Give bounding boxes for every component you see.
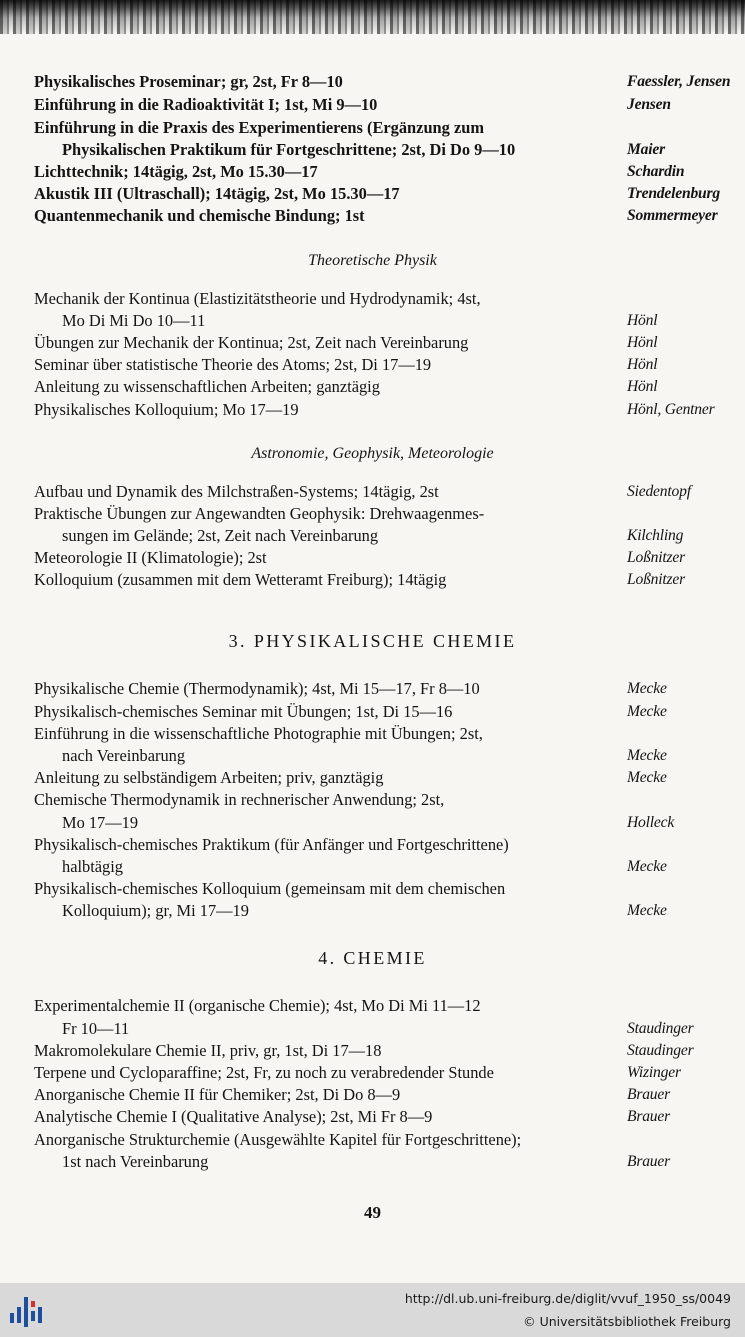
course-line: [34, 1062, 745, 1084]
course-teacher: Brauer: [627, 1153, 670, 1170]
course-line: [34, 1084, 745, 1106]
course-title: Mo Di Mi Do 10—11: [62, 311, 206, 330]
course-line: [34, 569, 745, 591]
course-title: Anorganische Chemie II für Chemiker; 2st, Di Do 8—9: [34, 1085, 401, 1104]
course-line: [62, 1018, 745, 1040]
course-teacher: Hönl: [627, 334, 658, 351]
course-title: Terpene und Cycloparaffine; 2st, Fr, zu noch zu verabredender Stunde: [34, 1063, 494, 1082]
course-teacher: Kilchling: [627, 527, 684, 544]
course-title: Akustik III (Ultraschall); 14tägig, 2st, Mo 15.30—17: [34, 184, 400, 203]
course-teacher: Staudinger: [627, 1020, 694, 1037]
course-title: Kolloquium (zusammen mit dem Wetteramt Freiburg); 14tägig: [34, 570, 447, 589]
course-title: nach Vereinbarung: [62, 746, 186, 765]
course-teacher: Hönl: [627, 378, 658, 395]
subsection-heading: Astronomie, Geophysik, Meteorologie: [251, 445, 494, 462]
course-line: [34, 481, 745, 503]
course-title: Fr 10—11: [62, 1019, 130, 1038]
course-title: Praktische Übungen zur Angewandten Geophysik: Drehwaagenmes-: [34, 504, 485, 523]
course-line: [62, 525, 745, 547]
course-title: Seminar über statistische Theorie des Atoms; 2st, Di 17—19: [34, 355, 432, 374]
course-teacher: Loßnitzer: [627, 549, 685, 566]
course-teacher: Hönl: [627, 356, 658, 373]
course-title: Physikalische Chemie (Thermodynamik); 4st, Mi 15—17, Fr 8—10: [34, 679, 480, 698]
course-title: halbtägig: [62, 857, 123, 876]
course-title: Analytische Chemie I (Qualitative Analyse); 2st, Mi Fr 8—9: [34, 1107, 433, 1126]
course-teacher: Staudinger: [627, 1042, 694, 1059]
course-teacher: Trendelenburg: [627, 185, 720, 202]
viewer-footer: [0, 1283, 745, 1337]
section-heading: 4. CHEMIE: [318, 948, 427, 968]
course-line: [34, 1129, 745, 1151]
section-heading: 3. PHYSIKALISCHE CHEMIE: [228, 631, 517, 651]
course-line: [34, 834, 745, 856]
ub-freiburg-logo-icon: [8, 1293, 50, 1329]
course-title: Aufbau und Dynamik des Milchstraßen-Systems; 14tägig, 2st: [34, 482, 439, 501]
course-teacher: Mecke: [627, 769, 667, 786]
course-title: Einführung in die Praxis des Experimentierens (Ergänzung zum: [34, 118, 485, 137]
course-teacher: Mecke: [627, 747, 667, 764]
course-title: Physikalisch-chemisches Seminar mit Übungen; 1st, Di 15—16: [34, 702, 453, 721]
course-title: Chemische Thermodynamik in rechnerischer Anwendung; 2st,: [34, 790, 445, 809]
course-line: [34, 995, 745, 1017]
course-line: [34, 183, 745, 205]
course-title: Mechanik der Kontinua (Elastizitätstheorie und Hydrodynamik; 4st,: [34, 289, 481, 308]
course-title: Einführung in die wissenschaftliche Photographie mit Übungen; 2st,: [34, 724, 483, 743]
course-line: [34, 701, 745, 723]
course-title: Einführung in die Radioaktivität I; 1st, Mi 9—10: [34, 95, 378, 114]
course-line: [34, 678, 745, 700]
course-title: Physikalisches Proseminar; gr, 2st, Fr 8—10: [34, 72, 343, 91]
course-title: Lichttechnik; 14tägig, 2st, Mo 15.30—17: [34, 162, 318, 181]
course-teacher: Mecke: [627, 703, 667, 720]
course-teacher: Mecke: [627, 680, 667, 697]
course-line: [34, 399, 745, 421]
course-line: [34, 117, 745, 139]
course-line: [34, 161, 745, 183]
course-line: [34, 878, 745, 900]
permalink-url[interactable]: http://dl.ub.uni-freiburg.de/diglit/vvuf_1950_ss/0049: [404, 1291, 731, 1306]
course-title: Physikalisches Kolloquium; Mo 17—19: [34, 400, 299, 419]
course-title: Anleitung zu selbständigem Arbeiten; priv, ganztägig: [34, 768, 384, 787]
course-teacher: Schardin: [627, 163, 685, 180]
copyright-notice: © Universitätsbibliothek Freiburg: [523, 1314, 731, 1329]
course-line: [62, 310, 745, 332]
course-title: Anorganische Strukturchemie (Ausgewählte Kapitel für Fortgeschrittene);: [34, 1130, 522, 1149]
course-title: Mo 17—19: [62, 813, 139, 832]
course-teacher: Hönl: [627, 312, 658, 329]
course-title: Makromolekulare Chemie II, priv, gr, 1st, Di 17—18: [34, 1041, 382, 1060]
course-line: [34, 376, 745, 398]
course-line: [34, 789, 745, 811]
course-line: [34, 94, 745, 116]
course-teacher: Mecke: [627, 902, 667, 919]
course-line: [62, 1151, 745, 1173]
course-line: [34, 547, 745, 569]
course-line: [34, 288, 745, 310]
course-title: Quantenmechanik und chemische Bindung; 1st: [34, 206, 365, 225]
course-title: Meteorologie II (Klimatologie); 2st: [34, 548, 267, 567]
course-line: [62, 812, 745, 834]
course-title: Anleitung zu wissenschaftlichen Arbeiten; ganztägig: [34, 377, 380, 396]
course-teacher: Sommermeyer: [627, 207, 718, 224]
course-teacher: Jensen: [627, 96, 671, 113]
course-line: [34, 354, 745, 376]
course-teacher: Hönl, Gentner: [627, 401, 715, 418]
course-line: [62, 900, 745, 922]
course-title: 1st nach Vereinbarung: [62, 1152, 209, 1171]
course-teacher: Maier: [627, 141, 665, 158]
course-title: Physikalisch-chemisches Praktikum (für Anfänger und Fortgeschrittene): [34, 835, 509, 854]
course-title: Physikalisch-chemisches Kolloquium (gemeinsam mit dem chemischen: [34, 879, 506, 898]
course-line: [34, 503, 745, 525]
course-line: [62, 745, 745, 767]
course-teacher: Holleck: [627, 814, 675, 831]
course-title: Kolloquium); gr, Mi 17—19: [62, 901, 249, 920]
course-line: [34, 332, 745, 354]
course-line: [34, 71, 745, 93]
course-teacher: Brauer: [627, 1108, 670, 1125]
course-teacher: Loßnitzer: [627, 571, 685, 588]
course-teacher: Faessler, Jensen: [627, 73, 731, 90]
course-line: [34, 723, 745, 745]
course-line: [62, 139, 745, 161]
course-teacher: Brauer: [627, 1086, 670, 1103]
page-number: 49: [364, 1203, 381, 1222]
course-line: [62, 856, 745, 878]
course-title: sungen im Gelände; 2st, Zeit nach Vereinbarung: [62, 526, 379, 545]
course-line: [34, 767, 745, 789]
course-teacher: Wizinger: [627, 1064, 681, 1081]
course-title: Experimentalchemie II (organische Chemie); 4st, Mo Di Mi 11—12: [34, 996, 481, 1015]
course-title: Physikalischen Praktikum für Fortgeschrittene; 2st, Di Do 9—10: [62, 140, 516, 159]
course-line: [34, 205, 745, 227]
course-title: Übungen zur Mechanik der Kontinua; 2st, Zeit nach Vereinbarung: [34, 333, 469, 352]
subsection-heading: Theoretische Physik: [308, 252, 437, 269]
course-line: [34, 1106, 745, 1128]
course-line: [34, 1040, 745, 1062]
course-teacher: Mecke: [627, 858, 667, 875]
course-teacher: Siedentopf: [627, 483, 691, 500]
